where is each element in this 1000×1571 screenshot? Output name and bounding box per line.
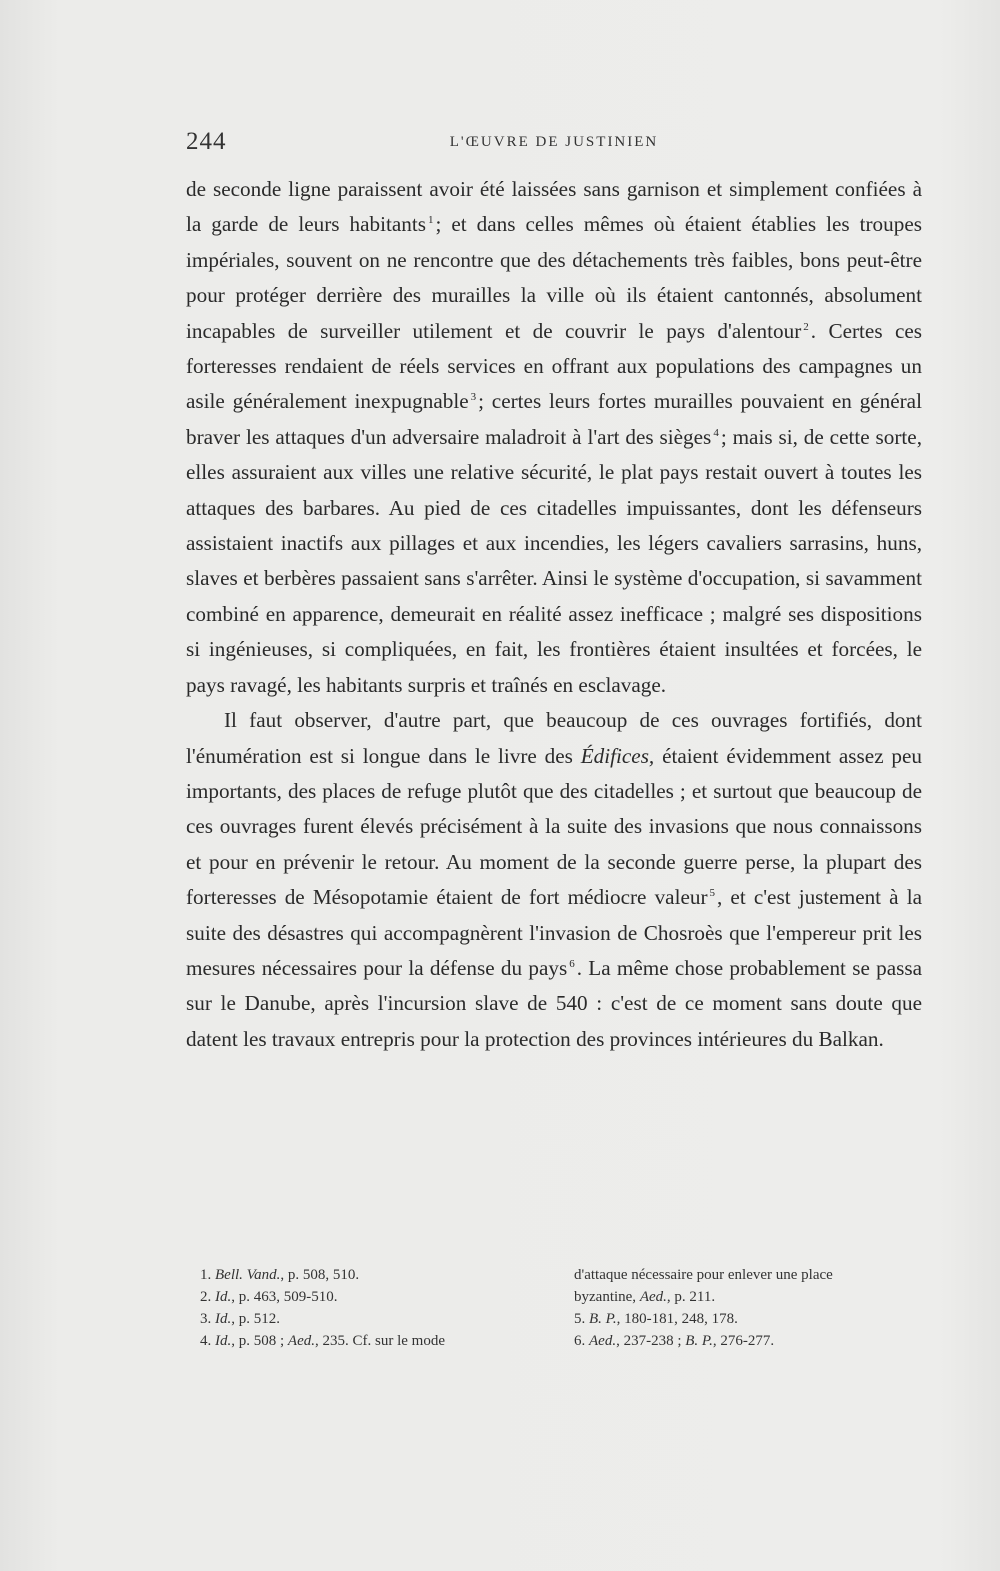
footnote-4-continued-2: byzantine, Aed., p. 211. (574, 1289, 716, 1305)
footnote-6: 6. Aed., 237-238 ; B. P., 276-277. (574, 1333, 775, 1349)
body-text (186, 172, 922, 1057)
footnote-3: 3. Id., p. 512. (200, 1311, 280, 1327)
footnote-ref-5[interactable]: 5 (709, 887, 716, 900)
footnote-ref-4[interactable]: 4 (713, 426, 719, 439)
running-head (186, 128, 922, 162)
footnote-4: 4. Id., p. 508 ; Aed., 235. Cf. sur le mode (200, 1333, 445, 1349)
footnote-5: 5. B. P., 180-181, 248, 178. (574, 1311, 738, 1327)
footnote-ref-2[interactable]: 2 (803, 320, 809, 333)
footnote-ref-1[interactable]: 1 (428, 214, 434, 227)
footnote-ref-6[interactable]: 6 (569, 957, 575, 970)
footnote-4-continued: d'attaque nécessaire pour enlever une place (574, 1267, 833, 1283)
footnote-1: 1. Bell. Vand., p. 508, 510. (200, 1267, 360, 1283)
footnotes-left-column (200, 1264, 540, 1352)
italic-title: Édifices, (580, 743, 655, 768)
paragraph-1: de seconde ligne paraissent avoir été laissées sans garnison et simplement confiées à la garde de leurs habitants $^1$; et dans celles mêmes où étaient établies les troupes impériales, souvent on ne rencontre que des détachements très faibles, bons peut-être pour protéger derrière des murailles la ville où ils étaient cantonnés, absolument incapables de surveiller utilement et de couvrir le pays d'alentour $^2$. Certes ces forteresses rendaient de réels services en offrant aux populations des campagnes un asile généralement inexpugnable $^3$; certes leurs fortes murailles pouvaient en général braver les attaques d'un adversaire maladroit à l'art des sièges $^4$; mais si, de cette sorte, elles assuraient aux villes une relative sécurité, le plat pays restait ouvert à toutes les attaques des barbares. Au pied de ces citadelles impuissantes, dont les défenseurs assistaient inactifs aux pillages et aux incendies, les légers cavaliers sarrasins, huns, slaves et berbères passaient sans s'arrêter. Ainsi le système d'occupation, si savamment combiné en apparence, demeurait en réalité assez inefficace ; malgré ses dispositions si ingénieuses, si compliquées, en fait, les frontières étaient insultées et forcées, le pays ravagé, les habitants surpris et traînés en esclavage. (186, 177, 923, 697)
footnotes-right-column (574, 1264, 926, 1352)
page-number: 244 (186, 128, 227, 155)
running-title: L'ŒUVRE DE JUSTINIEN (449, 134, 659, 150)
paragraph-2: Il faut observer, d'autre part, que beaucoup de ces ouvrages fortifiés, dont l'énumération est si longue dans le livre des Édifices, étaient évidemment assez peu importants, des places de refuge plutôt que des citadelles ; et surtout que beaucoup de ces ouvrages furent élevés précisément à la suite des invasions que nous connaissons et pour en prévenir le retour. Au moment de la seconde guerre perse, la plupart des forteresses de Mésopotamie étaient de fort médiocre valeur $^5$, et c'est justement à la suite des désastres qui accompagnèrent l'invasion de Chosroès que l'empereur prit les mesures nécessaires pour la défense du pays $^6$. La même chose probablement se passa sur le Danube, après l'incursion slave de 540 : c'est de ce moment sans doute que datent les travaux entrepris pour la protection des provinces intérieures du Balkan. (186, 708, 923, 1051)
footnote-2: 2. Id., p. 463, 509-510. (200, 1289, 338, 1305)
footnote-ref-3[interactable]: 3 (470, 391, 477, 404)
